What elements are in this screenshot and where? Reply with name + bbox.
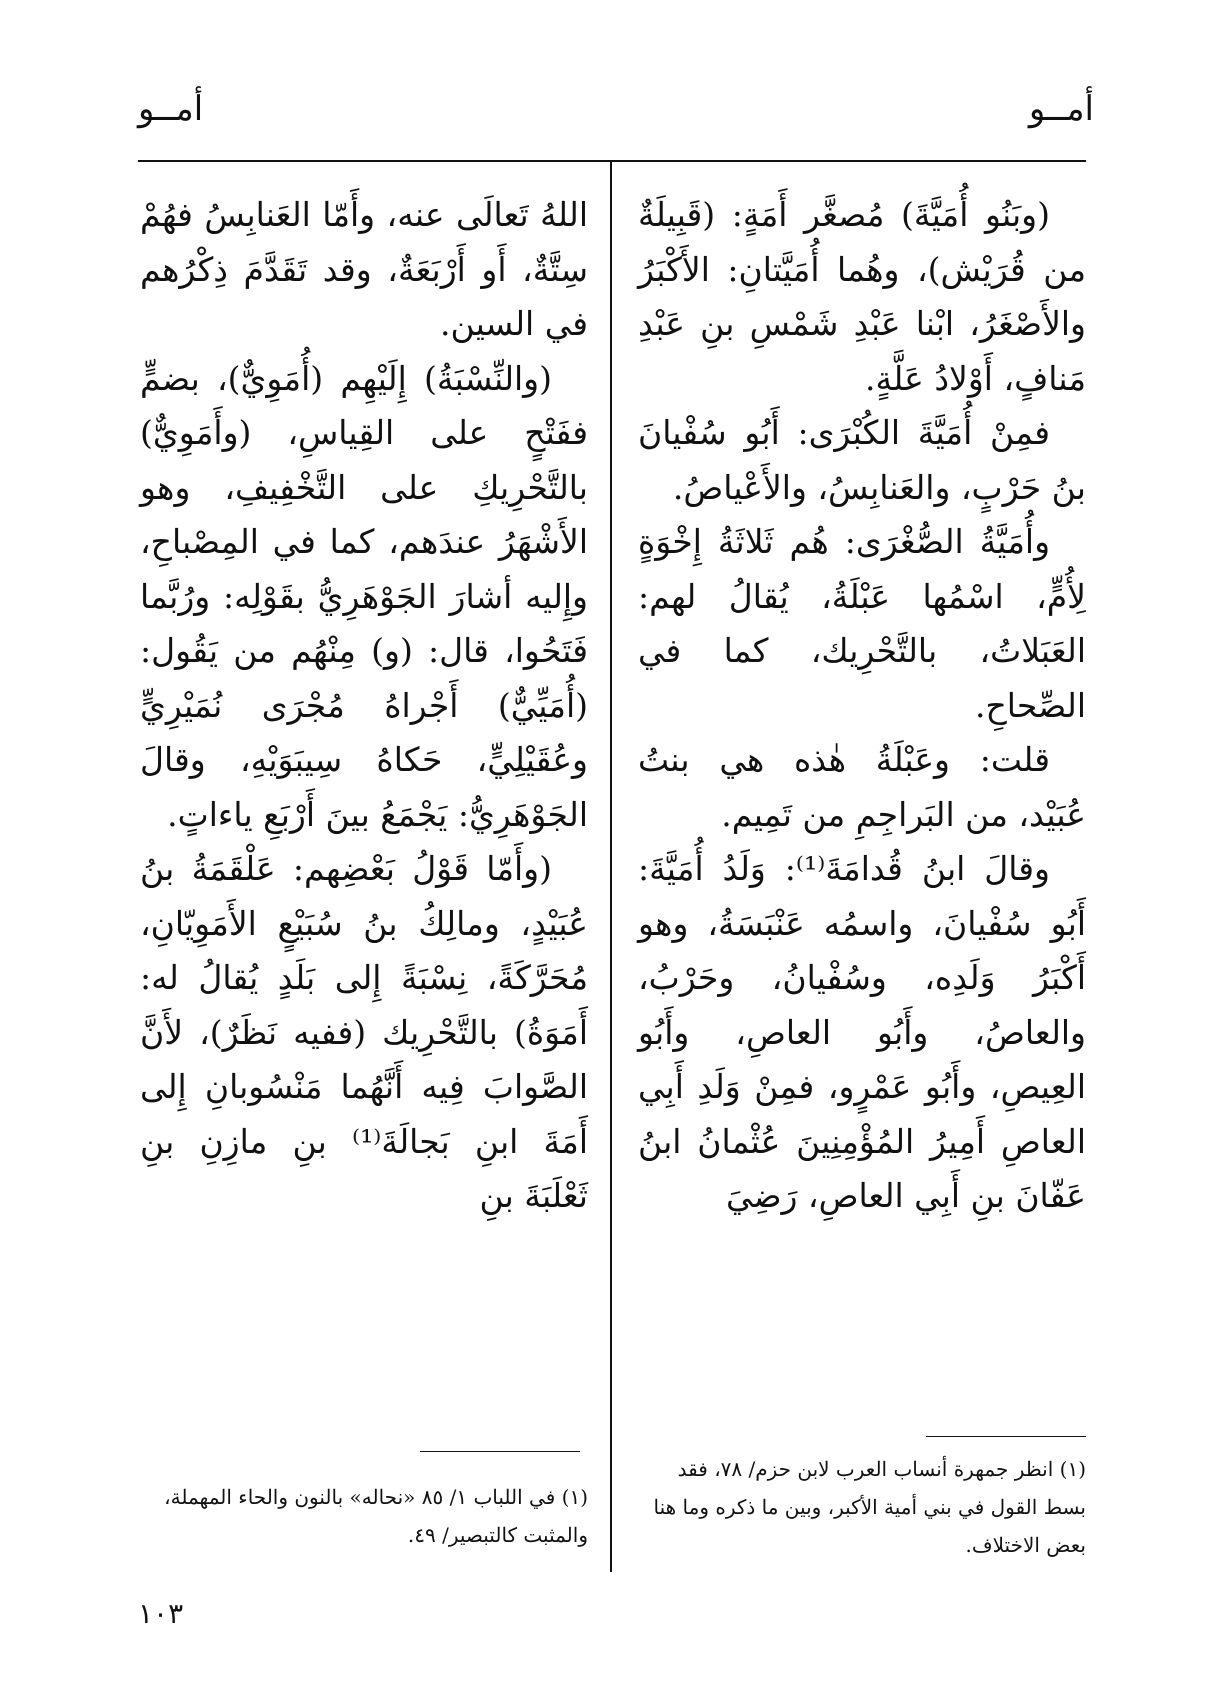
right-paragraph-3: وأُمَيَّةُ الصُّغْرَى: هُم ثَلاثَةُ إِخْوَةٍ لِأُمٍّ، اسْمُها عَبْلَةُ، يُقالُ لهم: العَبَلاتُ، بالتَّحْرِيك، كما في الصِّحاحِ. bbox=[638, 522, 1086, 725]
footnote-rule-right bbox=[926, 1436, 1086, 1437]
header-rule bbox=[138, 160, 1086, 162]
running-header-right: أمــو bbox=[1028, 89, 1094, 129]
running-header-left: أمــو bbox=[138, 89, 204, 129]
right-paragraph-2: فمِنْ أُمَيَّةَ الكُبْرَى: أَبُو سُفْيانَ بنُ حَرْبٍ، والعَنابِسُ، والأَعْياصُ. bbox=[638, 413, 1086, 507]
right-paragraph-1: (وبَنُو أُمَيَّةَ) مُصغَّر أَمَةٍ: (قَبِيلَةٌ من قُرَيْش)، وهُما أُمَيَّتانِ: الأَكْبَرُ والأَصْغَرُ، ابْنا عَبْدِ شَمْسِ بنِ عَبْدِ مَنافٍ، أَوْلادُ عَلَّةٍ. bbox=[638, 195, 1086, 398]
left-paragraph-3: (وأَمّا قَوْلُ بَعْضِهم: عَلْقَمَةُ بنُ عُبَيْدٍ، ومالِكُ بنُ سُبَيْعٍ الأَمَوِيّانِ، مُحَرَّكَةً، نِسْبَةً إِلى بَلَدٍ يُقالُ له: أَمَوَةُ) بالتَّحْرِيك (ففيه نَظَرٌ)، لأَنَّ الصَّوابَ فِيه أَنَّهُما مَنْسُوبانِ إِلى أَمَةَ ابنِ بَجالَةَ⁽¹⁾ بنِ مازِنِ بنِ ثَعْلَبَةَ بنِ bbox=[140, 849, 588, 1215]
footnote-right: (١) انظر جمهرة أنساب العرب لابن حزم/ ٧٨، فقد بسط القول في بني أمية الأكبر، وبين ما ذكره وما هنا بعض الاختلاف. bbox=[653, 1457, 1086, 1557]
left-paragraph-1: اللهُ تَعالَى عنه، وأَمّا العَنابِسُ فهُمْ سِتَّةٌ، أَو أَرْبَعَةٌ، وقد تَقَدَّمَ ذِكْرُهم في السين. bbox=[140, 195, 588, 343]
left-paragraph-2: (والنِّسْبَةُ) إِلَيْهِم (أُمَوِيٌّ)، بضمٍّ ففَتْحٍ على القِياسِ، (وأَمَوِيٌّ) بالتَّحْرِيكِ على التَّخْفِيفِ، وهو الأَشْهَرُ عندَهم، كما في المِصْباحِ، وإِليه أشارَ الجَوْهَرِيُّ بقَوْلِه: ورُبَّما فَتَحُوا، قال: (و) مِنْهُم من يَقُول: (أُمَيِّيٌّ) أَجْراهُ مُجْرَى نُمَيْرِيٍّ وعُقَيْلِيٍّ، حَكاهُ سِيبَوَيْهِ، وقالَ الجَوْهَرِيُّ: يَجْمَعُ بينَ أَرْبَعِ ياءاتٍ. bbox=[140, 358, 588, 834]
page-number: ١٠٣ bbox=[138, 1597, 184, 1630]
column-divider bbox=[610, 162, 612, 1572]
left-column bbox=[140, 188, 588, 1224]
footnote-rule-left bbox=[420, 1451, 580, 1452]
right-column bbox=[638, 188, 1086, 1224]
right-paragraph-5: وقالَ ابنُ قُدامَةَ⁽¹⁾: وَلَدُ أُمَيَّةَ: أَبُو سُفْيانَ، واسمُه عَنْبَسَةُ، وهو أَكْبَرُ وَلَدِه، وسُفْيانُ، وحَرْبُ، والعاصُ، وأَبُو العاصِ، وأَبُو العِيصِ، وأَبُو عَمْرٍو، فمِنْ وَلَدِ أَبِي العاصِ أَمِيرُ المُؤْمِنِينَ عُثْمانُ ابنُ عَفّانَ بنِ أَبِي العاصِ، رَضِيَ bbox=[638, 849, 1086, 1215]
right-paragraph-4: قلت: وعَبْلَةُ هٰذه هي بنتُ عُبَيْد، من البَراجِمِ من تَمِيم. bbox=[638, 740, 1086, 834]
footnote-left: (١) في اللباب ١/ ٨٥ «نحاله» بالنون والحاء المهملة، والمثبت كالتبصير/ ٤٩. bbox=[164, 1485, 588, 1547]
